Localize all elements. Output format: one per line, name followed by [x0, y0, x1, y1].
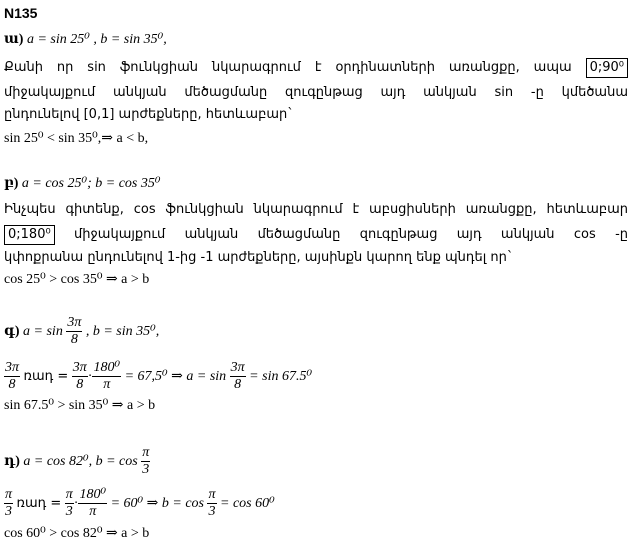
part-d-conversion-line: $\frac{\pi}{3}$ ռադ = $\frac{\pi}{3}$ · $\frac{\text{180⁰}}{\pi}$ = 60⁰ ⇒ b = cos $\frac{\pi}{3}$ = cos 60⁰ [5, 487, 275, 520]
part-d-label: դ) [4, 454, 20, 469]
part-c-label: գ) [4, 324, 20, 339]
part-c-eq: = 67,5⁰ ⇒ a = sin [124, 369, 227, 384]
part-a-interval: 0;90⁰ [586, 58, 628, 78]
part-b-text1: Ինչպես գիտենք, cos ֆունկցիան նկարագրում է աբսցիսների առանցքը, հետևաբար [4, 202, 628, 217]
part-d-end: = cos 60⁰ [220, 496, 275, 511]
part-a-given: a = sin 25⁰ , b = sin 35⁰, [26, 32, 167, 47]
part-d-given-fraction: $\frac{\pi}{3}$ [142, 445, 150, 478]
part-a-text2: միջակայքում անկյան մեծացմանը զուգընթաց այդ անկյան sin -ը կմեծանա [4, 85, 628, 100]
part-b-interval: 0;180⁰ [4, 225, 55, 245]
part-d-given-line [4, 442, 150, 482]
part-a-label: ա) [4, 32, 24, 47]
part-c-frac2: $\frac{3\pi}{8}$ [72, 360, 87, 393]
part-c-frac4: $\frac{3\pi}{8}$ [230, 360, 245, 393]
problem-title: N135 [4, 5, 38, 21]
part-d-result: cos 60⁰ > cos 82⁰ ⇒ a > b [4, 526, 150, 541]
part-b-given-line [4, 175, 161, 193]
part-b-text3: կփոքրանա ընդունելով 1-ից -1 արժեքները, այսինքն կարող ենք պնդել որ` [4, 250, 514, 265]
part-c-frac3: $\frac{\text{180⁰}}{\pi}$ [93, 360, 121, 393]
part-a-text3: ընդունելով [0,1] արժեքները, հետևաբար` [4, 107, 294, 122]
part-d-frac4: $\frac{\pi}{3}$ [208, 487, 216, 520]
part-c-given-b: , b = sin 35⁰, [85, 324, 160, 339]
part-b-text2: միջակայքում անկյան մեծացմանը զուգընթաց այդ անկյան cos -ը [74, 227, 628, 242]
part-d-given-a: a = cos 82⁰, b = cos [23, 454, 138, 469]
part-b-result: cos 25⁰ > cos 35⁰ ⇒ a > b [4, 272, 150, 287]
part-b-text2-line [4, 225, 628, 245]
part-c-given-line [4, 312, 159, 352]
part-d-frac3: $\frac{\text{180⁰}}{\pi}$ [79, 487, 107, 520]
part-c-frac1: $\frac{3\pi}{8}$ [5, 360, 20, 393]
part-b-label: բ) [4, 176, 19, 191]
part-c-result: sin 67.5⁰ > sin 35⁰ ⇒ a > b [4, 398, 156, 413]
part-c-conversion-line: $\frac{3\pi}{8}$ ռադ = $\frac{3\pi}{8}$ · $\frac{\text{180⁰}}{\pi}$ = 67,5⁰ ⇒ a = sin $\frac{3\pi}{8}$ = sin 67.5⁰ [5, 360, 313, 393]
part-b-given: a = cos 25⁰; b = cos 35⁰ [21, 176, 161, 191]
part-a-result: sin 25⁰ < sin 35⁰,⇒ a < b, [4, 131, 149, 146]
part-c-unit: ռադ = [23, 369, 69, 384]
part-a-text1: Քանի որ sin ֆունկցիան նկարագրում է օրդինատների առանցքը, ապա [4, 60, 572, 75]
part-d-frac1: $\frac{\pi}{3}$ [5, 487, 13, 520]
part-a-given-line [4, 31, 167, 49]
part-c-given-a: a = sin [23, 324, 63, 339]
part-c-given-fraction: $\frac{3\pi}{8}$ [67, 315, 82, 348]
part-d-frac2: $\frac{\pi}{3}$ [65, 487, 73, 520]
part-c-end: = sin 67.5⁰ [249, 369, 313, 384]
part-d-unit: ռադ = [16, 496, 62, 511]
part-d-eq: = 60⁰ ⇒ b = cos [110, 496, 204, 511]
part-a-text1-line [4, 58, 628, 78]
